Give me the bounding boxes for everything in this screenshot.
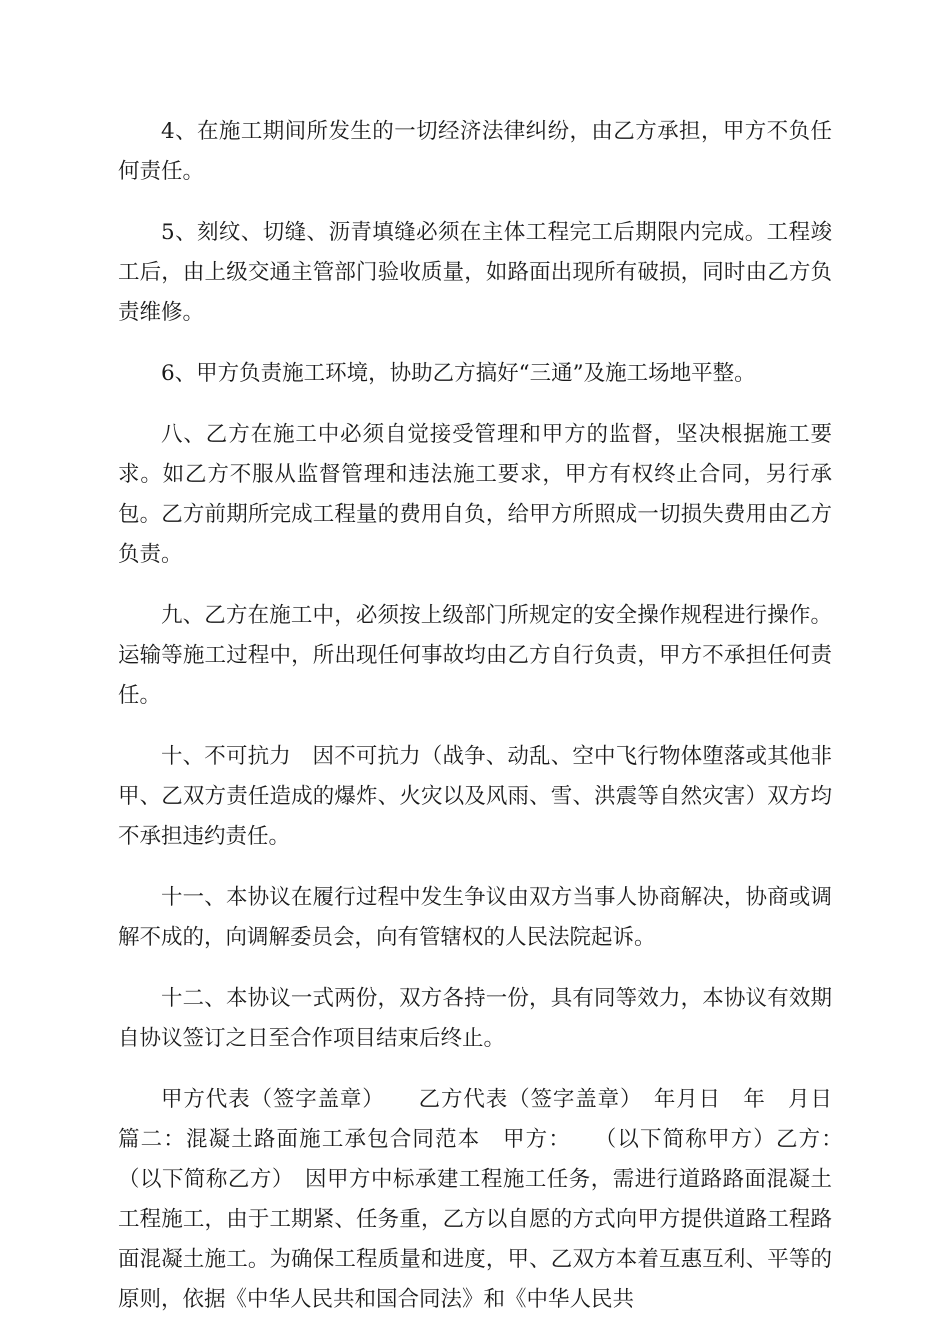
article-10-force-majeure: 十、不可抗力 因不可抗力（战争、动乱、空中飞行物体堕落或其他非甲、乙双方责任造成的爆炸、火灾以及风雨、雪、洪震等自然灾害）双方均不承担违约责任。 (118, 744, 832, 849)
article-11-disputes: 十一、本协议在履行过程中发生争议由双方当事人协商解决，协商或调解不成的，向调解委员会，向有管辖权的人民法院起诉。 (118, 885, 832, 950)
clause-4: 4、在施工期间所发生的一切经济法律纠纷，由乙方承担，甲方不负任何责任。 (118, 119, 832, 184)
document-body (118, 112, 876, 1320)
signature-and-second-contract-intro: 甲方代表（签字盖章） 乙方代表（签字盖章） 年月日 年 月日 篇二：混凝土路面施工承包合同范本 甲方： （以下简称甲方）乙方： （以下简称乙方） 因甲方中标承建工程施工任务，需进行道路路面混凝土工程施工，由于工期紧、任务重，乙方以自愿的方式向甲方提供道路工程路面混凝土施工。为确保工程质量和进度，甲、乙双方本着互惠互利、平等的原则，依据《中华人民共和国合同法》和《中华人民共 (118, 1087, 876, 1312)
clause-6: 6、甲方负责施工环境，协助乙方搞好“三通”及施工场地平整。 (161, 361, 756, 386)
article-8: 八、乙方在施工中必须自觉接受管理和甲方的监督，坚决根据施工要求。如乙方不服从监督管理和违法施工要求，甲方有权终止合同，另行承包。乙方前期所完成工程量的费用自负，给甲方所照成一切损失费用由乙方负责。 (118, 422, 832, 567)
clause-5: 5、刻纹、切缝、沥青填缝必须在主体工程完工后期限内完成。工程竣工后，由上级交通主管部门验收质量，如路面出现所有破损，同时由乙方负责维修。 (118, 220, 832, 325)
article-9: 九、乙方在施工中，必须按上级部门所规定的安全操作规程进行操作。运输等施工过程中，所出现任何事故均由乙方自行负责，甲方不承担任何责任。 (118, 603, 832, 708)
article-12-copies: 十二、本协议一式两份，双方各持一份，具有同等效力，本协议有效期自协议签订之日至合作项目结束后终止。 (118, 986, 832, 1051)
